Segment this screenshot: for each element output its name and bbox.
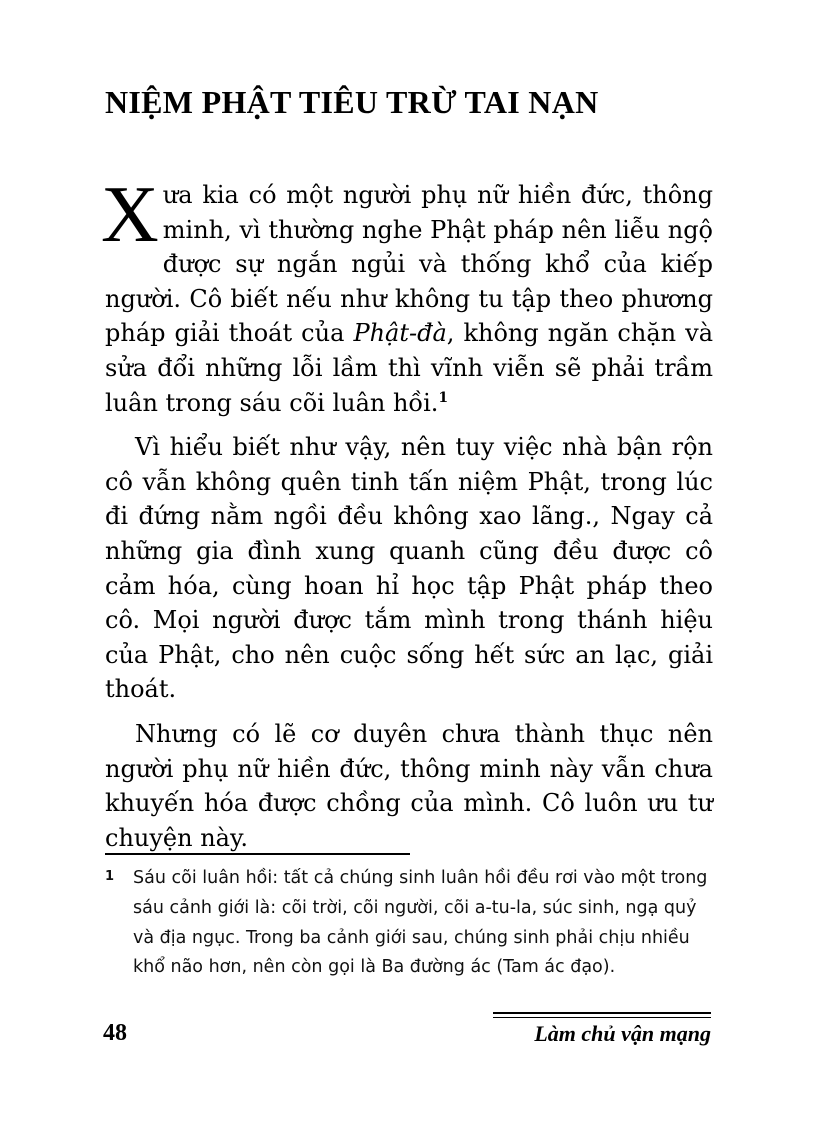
footer-rule-thin — [493, 1017, 711, 1018]
drop-cap: X — [101, 171, 159, 259]
page-number: 48 — [103, 1020, 127, 1046]
paragraph-1-text-start: ưa kia có một người phụ nữ hiền đức, thông minh, vì thường nghe Phật pháp nên liễu ngộ được sự ngắn ngủi và thống khổ của kiếp người. Cô biết nếu như không tu tập theo phương pháp giải thoát của — [105, 181, 713, 348]
footer-rule-thick — [493, 1012, 711, 1014]
footnote-reference[interactable]: 1 — [438, 389, 449, 406]
footnote-separator — [105, 853, 410, 855]
paragraph-1 — [101, 171, 713, 420]
footnote — [105, 862, 713, 983]
footnote-line — [105, 862, 713, 983]
italic-term: Phật-đà — [353, 319, 447, 348]
paragraph-3: Nhưng có lẽ cơ duyên chưa thành thục nên người phụ nữ hiền đức, thông minh này vẫn chưa khuyến hóa được chồng của mình. Cô luôn ưu tư chuyện này. — [105, 719, 713, 852]
paragraph-2: Vì hiểu biết như vậy, nên tuy việc nhà bận rộn cô vẫn không quên tinh tấn niệm Phật, trong lúc đi đứng nằm ngồi đều không xao lãng., Ngay cả những gia đình xung quanh cũng đều được cô cảm hóa, cùng hoan hỉ học tập Phật pháp theo cô. Mọi người được tắm mình trong thánh hiệu của Phật, cho nên cuộc sống hết sức an lạc, giải thoát. — [105, 433, 713, 704]
paragraph-1-text-end: , không ngăn chặn và sửa đổi những lỗi lầm thì vĩnh viễn sẽ phải trầm luân trong sáu cõi luân hồi. — [105, 319, 713, 417]
footnote-mark: 1 — [105, 869, 115, 884]
body-text — [101, 171, 713, 865]
running-book-title: Làm chủ vận mạng — [534, 1021, 711, 1046]
footnote-text: Sáu cõi luân hồi: tất cả chúng sinh luân hồi đều rơi vào một trong sáu cảnh giới là: cõi trời, cõi người, cõi a-tu-la, súc sinh, ngạ quỷ và địa ngục. Trong ba cảnh giới sau, chúng sinh phải chịu nhiều khổ não hơn, nên còn gọi là Ba đường ác (Tam ác đạo). — [133, 868, 708, 978]
chapter-title: NIỆM PHẬT TIÊU TRỪ TAI NẠN — [105, 84, 599, 120]
